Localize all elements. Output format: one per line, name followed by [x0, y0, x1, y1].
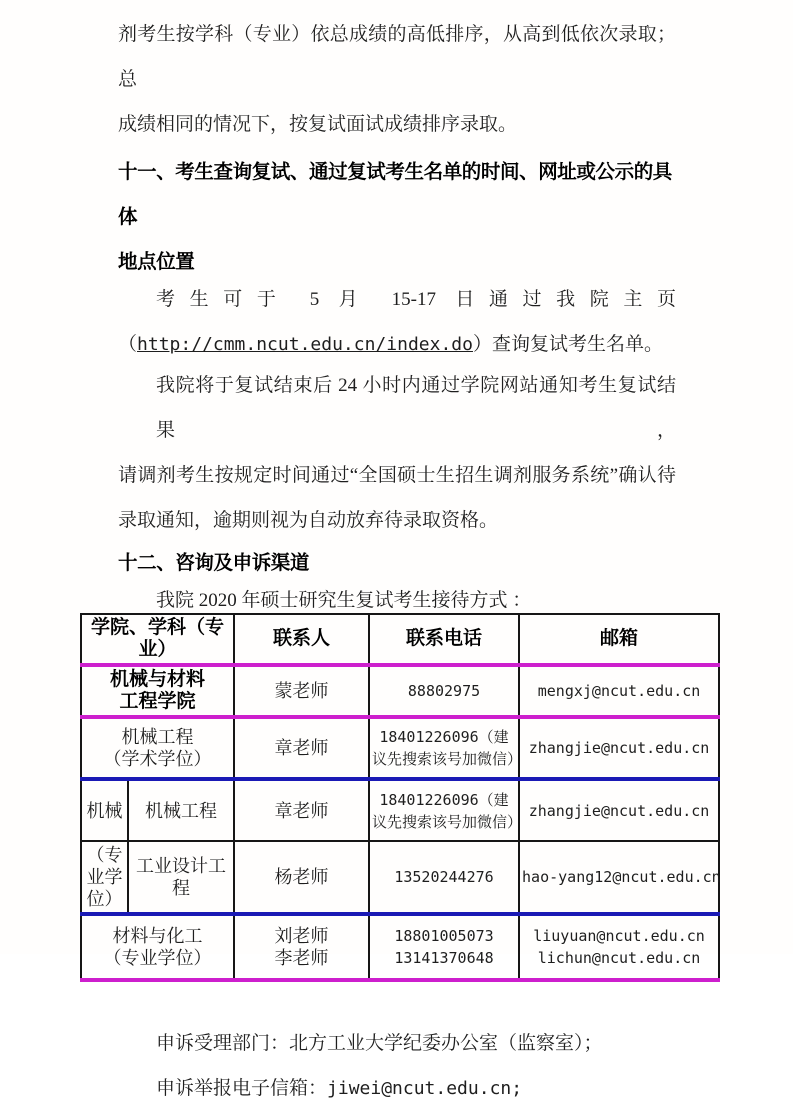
- cell-line: 工程学院: [119, 691, 196, 712]
- section-11-paragraph-1: [118, 277, 676, 367]
- appeal-email-label: 申诉举报电子信箱：: [156, 1078, 328, 1099]
- paragraph-line: 考生可于 5 月 15-17 日通过我院主页: [156, 289, 676, 310]
- cell-major: 工业设计工程: [128, 841, 234, 914]
- cell-line: （学术学位）: [103, 749, 212, 769]
- heading-line: 十一、考生查询复试、通过复试考生名单的时间、网址或公示的具体: [118, 161, 672, 228]
- cell-email: hao-yang12@ncut.edu.cn: [519, 841, 719, 914]
- header-college: 学院、学科（专业）: [81, 614, 234, 665]
- paragraph-line: 录取通知，逾期则视为自动放弃待录取资格。: [118, 510, 499, 531]
- paragraph-line: 我院将于复试结束后 24 小时内通过学院网站通知考生复试结果，: [156, 375, 676, 441]
- cell-phone: [369, 914, 519, 980]
- cell-phone: 13520244276: [369, 841, 519, 914]
- cell-contact: 章老师: [234, 717, 369, 779]
- heading-line: 十二、咨询及申诉渠道: [118, 552, 310, 574]
- carryover-paragraph: [118, 0, 676, 147]
- table-row: [81, 717, 719, 779]
- cell-contact: 章老师: [234, 779, 369, 841]
- cell-major: 机械工程: [128, 779, 234, 841]
- table-row: [81, 914, 719, 980]
- phone-note: （建议先搜索该号加微信）: [372, 790, 523, 831]
- cell-line: 机械与材料: [110, 669, 206, 690]
- cell-line: 李老师: [274, 948, 329, 968]
- section-11-paragraph-2: [118, 363, 676, 543]
- cell-email: zhangjie@ncut.edu.cn: [519, 717, 719, 779]
- cell-contact: [234, 914, 369, 980]
- cell-phone: [369, 779, 523, 841]
- paragraph-line: 成绩相同的情况下，按复试面试成绩排序录取。: [118, 114, 518, 135]
- phone-number: 18401226096: [379, 728, 479, 746]
- cell-line: 机械工程: [121, 727, 194, 747]
- paragraph-line: 请调剂考生按规定时间通过“全国硕士生招生调剂服务系统”确认待: [118, 465, 676, 486]
- paragraph-text: 查询复试考生名单。: [491, 334, 663, 355]
- appeal-dept-line: 申诉受理部门：北方工业大学纪委办公室（监察室）；: [156, 1033, 603, 1054]
- cell-email: [519, 914, 719, 980]
- cell-phone: 88802975: [369, 665, 519, 717]
- cell-major: [81, 717, 234, 779]
- email-line: lichun@ncut.edu.cn: [537, 949, 701, 967]
- cell-line: 材料与化工: [112, 926, 203, 946]
- paren-open: （: [118, 334, 138, 355]
- appeal-email-address: jiwei@ncut.edu.cn;: [327, 1078, 523, 1099]
- cell-email: mengxj@ncut.edu.cn: [519, 665, 719, 717]
- paragraph-line: 我院 2020 年硕士研究生复试考生接待方式 ：: [156, 590, 532, 611]
- phone-number: 18401226096: [379, 790, 479, 809]
- table-row: [81, 665, 719, 717]
- section-11-heading: [118, 150, 676, 285]
- phone-note: （建议先搜索该号加微信）: [372, 728, 523, 768]
- college-homepage-link[interactable]: http://cmm.ncut.edu.cn/index.do: [137, 334, 473, 355]
- cell-group: （专业学位）: [81, 841, 128, 914]
- email-line: liuyuan@ncut.edu.cn: [533, 927, 705, 945]
- cell-college: [81, 665, 234, 717]
- cell-group: 机械: [81, 779, 128, 841]
- cell-contact: 杨老师: [234, 841, 369, 914]
- cell-line: （专业学位）: [103, 948, 212, 968]
- cell-line: 刘老师: [274, 926, 329, 946]
- header-email: 邮箱: [519, 614, 719, 665]
- contact-table-wrapper: [80, 613, 720, 982]
- paragraph-line: [118, 322, 676, 367]
- cell-major: [81, 914, 234, 980]
- cell-contact: 蒙老师: [234, 665, 369, 717]
- paren-close: ）: [472, 334, 492, 355]
- header-contact: 联系人: [234, 614, 369, 665]
- appeal-section: [118, 1021, 676, 1111]
- phone-number: 13141370648: [394, 949, 494, 967]
- cell-phone: [369, 717, 523, 779]
- table-row: [81, 779, 719, 841]
- contact-table: [80, 613, 720, 982]
- paragraph-line: 剂考生按学科（专业）依总成绩的高低排序，从高到低依次录取；总: [118, 24, 676, 90]
- cell-email: zhangjie@ncut.edu.cn: [519, 779, 719, 841]
- phone-number: 18801005073: [394, 927, 494, 945]
- header-phone: 联系电话: [369, 614, 519, 665]
- table-row: [81, 841, 719, 914]
- appeal-email-line: [118, 1066, 676, 1111]
- heading-line: 地点位置: [118, 251, 195, 273]
